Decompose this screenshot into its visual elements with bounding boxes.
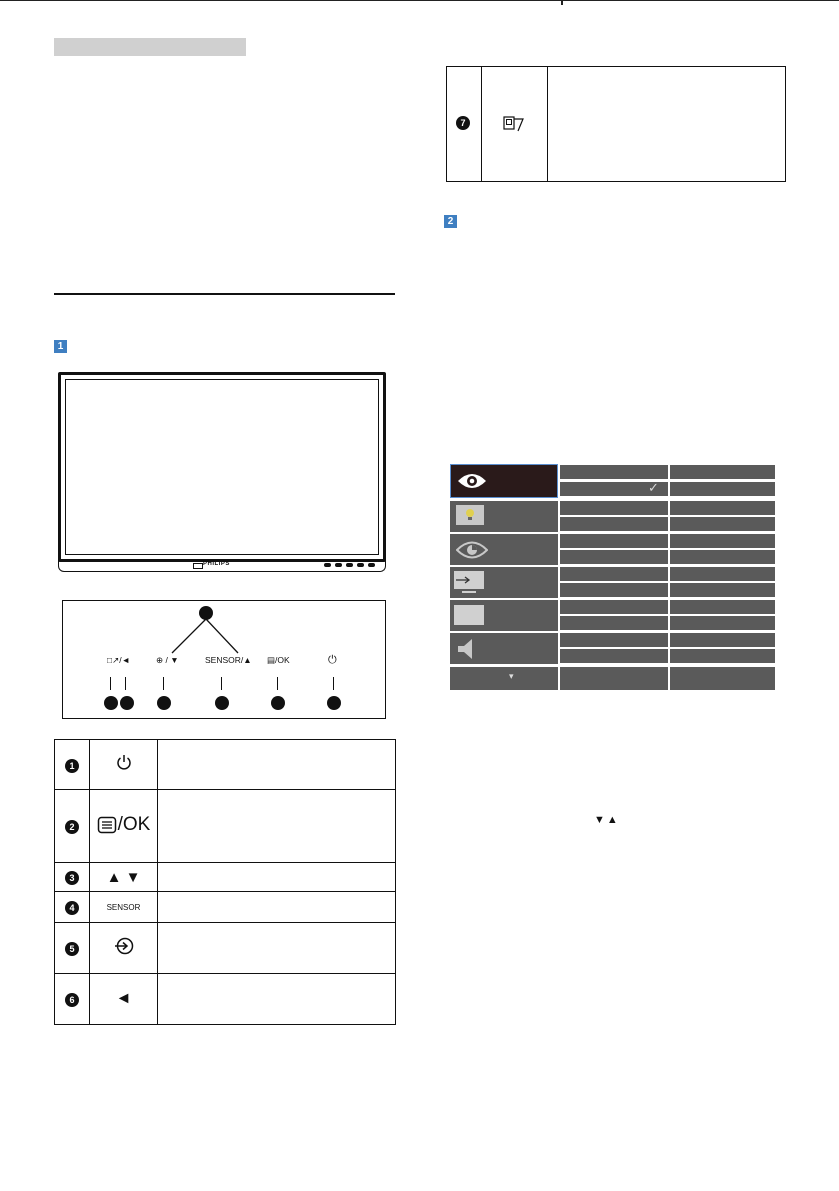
power-icon: [115, 753, 133, 771]
page-top-rule: [0, 0, 839, 7]
navigation-arrows: ▼▲: [594, 814, 620, 826]
callout-2: [271, 696, 285, 710]
label-power: ⏻: [328, 654, 337, 666]
callout-3-connector: [150, 615, 270, 655]
philips-logo-icon: [193, 563, 203, 569]
smartimage-game-icon: [503, 115, 527, 133]
input-icon: [113, 935, 135, 957]
label-game-left: □↗/◄: [107, 655, 131, 665]
table-row: 3 ▲ ▼: [55, 863, 396, 892]
table-row: 5: [55, 923, 396, 974]
eye-shield-icon: [456, 539, 488, 561]
label-menu-ok: ▤/OK: [267, 655, 290, 665]
header-placeholder-bar: [54, 38, 246, 56]
left-arrow-icon: ◄: [90, 974, 158, 1025]
light-bulb-icon: [464, 507, 476, 523]
keys-table: [54, 739, 396, 1025]
eye-icon: [457, 471, 487, 491]
table-row: 2 /OK: [55, 790, 396, 863]
osd-tile-input: [450, 567, 558, 598]
callout-7: [104, 696, 118, 710]
osd-tile-eye: [450, 464, 558, 498]
callout-6: [120, 696, 134, 710]
table-row: 4 SENSOR: [55, 892, 396, 923]
monitor-brand: PHILIPS: [203, 561, 230, 567]
osd-menu-illustration: [450, 464, 775, 690]
row-number-7: 7: [456, 116, 470, 130]
osd-tile-audio: [450, 633, 558, 664]
section-badge-2: 2: [444, 215, 457, 228]
label-sensor-up: SENSOR/▲: [205, 655, 252, 665]
section-badge-1: 1: [54, 340, 67, 353]
callout-5: [157, 696, 171, 710]
callout-4: [215, 696, 229, 710]
osd-tile-eye-shield: [450, 534, 558, 565]
table-row: 6 ◄: [55, 974, 396, 1025]
section-divider: [54, 293, 395, 295]
label-input-down: ⊕ / ▼: [156, 655, 179, 665]
menu-icon: [97, 816, 117, 834]
picture-icon: [454, 605, 484, 625]
callout-1: [327, 696, 341, 710]
audio-icon: [456, 637, 480, 661]
osd-tile-light: [450, 501, 558, 532]
smartimage-table: [446, 66, 786, 182]
more-indicator: ▾: [509, 671, 514, 681]
sensor-label: SENSOR: [90, 892, 158, 923]
monitor-illustration: [58, 372, 386, 562]
osd-tile-picture: [450, 600, 558, 631]
osd-tile-more: [450, 667, 558, 690]
up-down-arrows-icon: ▲ ▼: [90, 863, 158, 892]
input-icon: [456, 575, 472, 585]
checkmark-icon: ✓: [648, 480, 659, 495]
monitor-buttons: [324, 563, 375, 567]
table-row: 1: [55, 740, 396, 790]
